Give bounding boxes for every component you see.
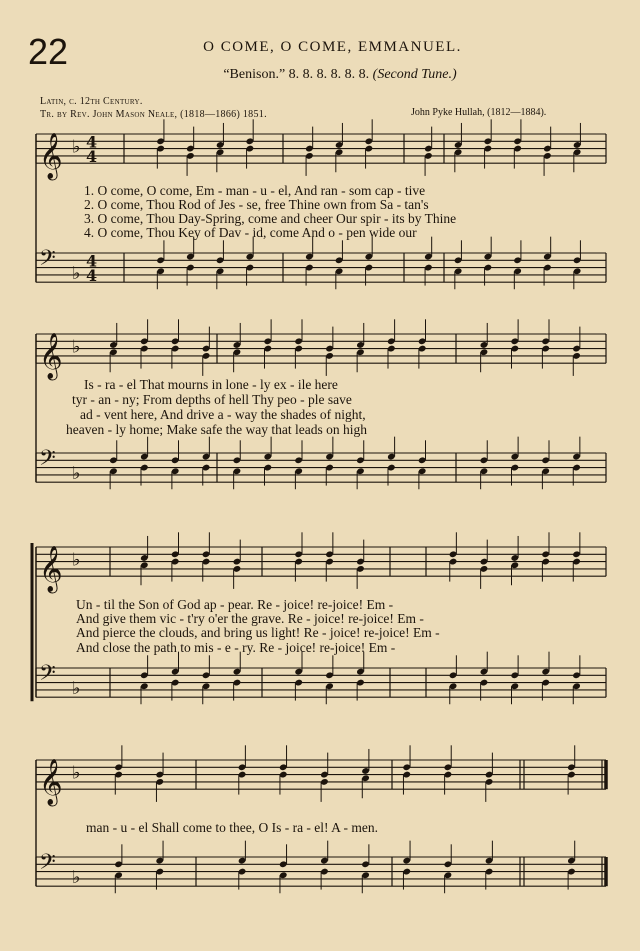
flat-key-signature: ♭ [72, 136, 81, 158]
bass-clef: 𝄢 [39, 850, 56, 881]
time-signature-bottom: 4 [86, 147, 98, 167]
treble-clef: 𝄞 [39, 759, 63, 806]
flat-key-signature: ♭ [72, 677, 81, 699]
treble-clef: 𝄞 [39, 546, 63, 593]
translator-credit: Tr. by Rev. John Mason Neale, (1818—1866) 1851. [40, 109, 267, 120]
lyric-verse-3-line-3: And pierce the clouds, and bring us light! Re - joice! re-joice! Em - [76, 625, 440, 640]
tune-note: (Second Tune.) [372, 67, 457, 82]
flat-key-signature: ♭ [72, 462, 81, 484]
meter: 8. 8. 8. 8. 8. 8. [288, 67, 370, 82]
hymn-number: 22 [28, 31, 69, 72]
treble-clef: 𝄞 [39, 133, 63, 180]
lyric-verse-1-line-3: Un - til the Son of God ap - pear. Re - joice! re-joice! Em - [76, 597, 394, 612]
lyric-verse-1-line-1: 1. O come, O come, Em - man - u - el, And ran - som cap - tive [84, 183, 426, 198]
composer-credit: John Pyke Hullah, (1812—1884). [411, 107, 547, 118]
hymn-title: O COME, O COME, EMMANUEL. [203, 39, 462, 55]
lyric-verse-4-line-3: And close the path to mis - e - ry. Re - joice! re-joice! Em - [76, 640, 396, 655]
flat-key-signature: ♭ [72, 262, 81, 284]
lyric-verse-3-line-2: ad - vent here, And drive a - way the shades of night, [80, 407, 366, 422]
lyric-verse-4-line-1: 4. O come, Thou Key of Dav - id, come And o - pen wide our [84, 225, 417, 240]
flat-key-signature: ♭ [72, 762, 81, 784]
lyric-verse-3-line-1: 3. O come, Thou Day-Spring, come and cheer Our spir - its by Thine [84, 211, 457, 226]
flat-key-signature: ♭ [72, 549, 81, 571]
flat-key-signature: ♭ [72, 866, 81, 888]
time-signature-bottom: 4 [86, 266, 98, 286]
lyric-line-4: man - u - el Shall come to thee, O Is - ra - el! A - men. [86, 820, 379, 835]
bass-clef: 𝄢 [39, 246, 56, 277]
lyric-verse-2-line-2: tyr - an - ny; From depths of hell Thy peo - ple save [72, 392, 352, 407]
flat-key-signature: ♭ [72, 336, 81, 358]
bass-clef: 𝄢 [39, 446, 56, 477]
lyric-verse-2-line-3: And give them vic - t'ry o'er the grave. Re - joice! re-joice! Em - [76, 611, 424, 626]
treble-clef: 𝄞 [39, 333, 63, 380]
text-source: Latin, c. 12th Century. [40, 96, 143, 107]
lyric-verse-1-line-2: Is - ra - el That mourns in lone - ly ex - ile here [84, 377, 338, 392]
time-signature-top: 4 [86, 132, 98, 152]
lyric-verse-2-line-1: 2. O come, Thou Rod of Jes - se, free Thine own from Sa - tan's [84, 197, 429, 212]
tune-name: “Benison.” [223, 67, 286, 82]
lyric-verse-4-line-2: heaven - ly home; Make safe the way that leads on high [66, 422, 368, 437]
time-signature-top: 4 [86, 251, 98, 271]
bass-clef: 𝄢 [39, 661, 56, 692]
